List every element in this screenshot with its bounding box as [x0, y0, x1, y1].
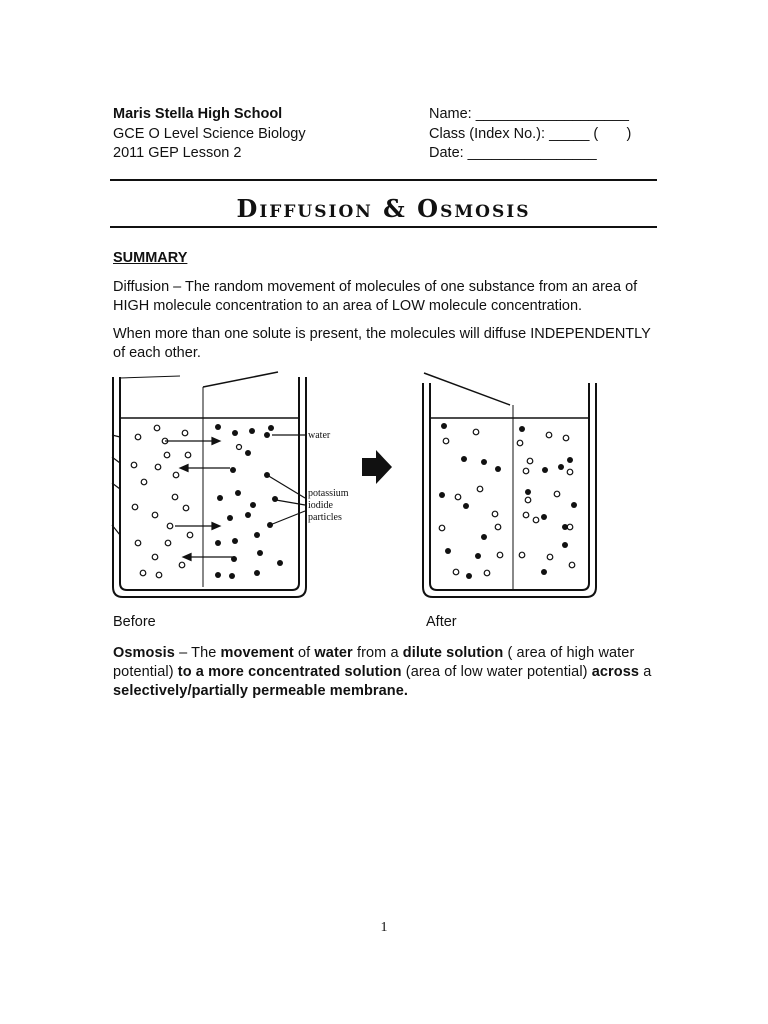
school-name: Maris Stella High School — [113, 106, 283, 122]
label-particles: particles — [308, 512, 342, 523]
osmosis-bold-5: across — [591, 664, 640, 680]
osmosis-text-3: from a — [352, 645, 403, 661]
osmosis-bold-6: selectively/partially permeable membrane. — [113, 683, 409, 699]
before-top-line — [120, 376, 180, 378]
class-field: Class (Index No.): _____ ( ) — [429, 126, 632, 142]
osmosis-bold-1: movement — [220, 645, 294, 661]
osmosis-text-4: ( area of high water potential) — [113, 645, 635, 680]
caption-after: After — [426, 614, 457, 630]
transition-arrow-icon — [362, 450, 392, 484]
osmosis-term: Osmosis — [113, 645, 175, 661]
osmosis-definition — [113, 644, 658, 701]
summary-heading: SUMMARY — [113, 250, 188, 266]
osmosis-bold-3: dilute solution — [402, 645, 504, 661]
osmosis-text-6: a — [639, 664, 652, 680]
before-ki-particles — [215, 424, 283, 579]
course-name: GCE O Level Science Biology — [113, 126, 306, 142]
before-arrows — [112, 435, 307, 561]
osmosis-bold-2: water — [314, 645, 353, 661]
solutes-note: When more than one solute is present, the molecules will diffuse INDEPENDENTLY of each other. — [113, 326, 651, 361]
after-lid-line — [424, 373, 510, 405]
before-beaker-outer — [113, 377, 306, 597]
date-field: Date: ________________ — [429, 145, 597, 161]
lesson-name: 2011 GEP Lesson 2 — [113, 145, 242, 161]
osmosis-bold-4: to a more concentrated solution — [177, 664, 402, 680]
after-ki-particles — [439, 423, 577, 579]
osmosis-text-1: – The — [174, 645, 221, 661]
osmosis-text-2: of — [293, 645, 315, 661]
after-water-particles — [439, 429, 575, 576]
caption-before: Before — [113, 614, 156, 630]
before-lid-line — [203, 372, 278, 387]
page-number: 1 — [380, 920, 388, 935]
label-water: water — [308, 430, 331, 441]
label-iodide: iodide — [308, 500, 333, 511]
diffusion-definition: Diffusion – The random movement of molecules of one substance from an area of HIGH molecule concentration to an area of LOW molecule concentration. — [113, 279, 638, 314]
after-beaker-outer — [423, 383, 596, 597]
page-title: Diffusion & Osmosis — [236, 194, 531, 223]
header-rule-bottom — [110, 226, 657, 228]
osmosis-text-5: (area of low water potential) — [401, 664, 592, 680]
name-field: Name: ___________________ — [429, 106, 629, 122]
after-beaker-inner — [430, 383, 589, 590]
diffusion-diagram — [100, 365, 620, 605]
header-rule-top — [110, 179, 657, 181]
label-potassium: potassium — [308, 488, 349, 499]
